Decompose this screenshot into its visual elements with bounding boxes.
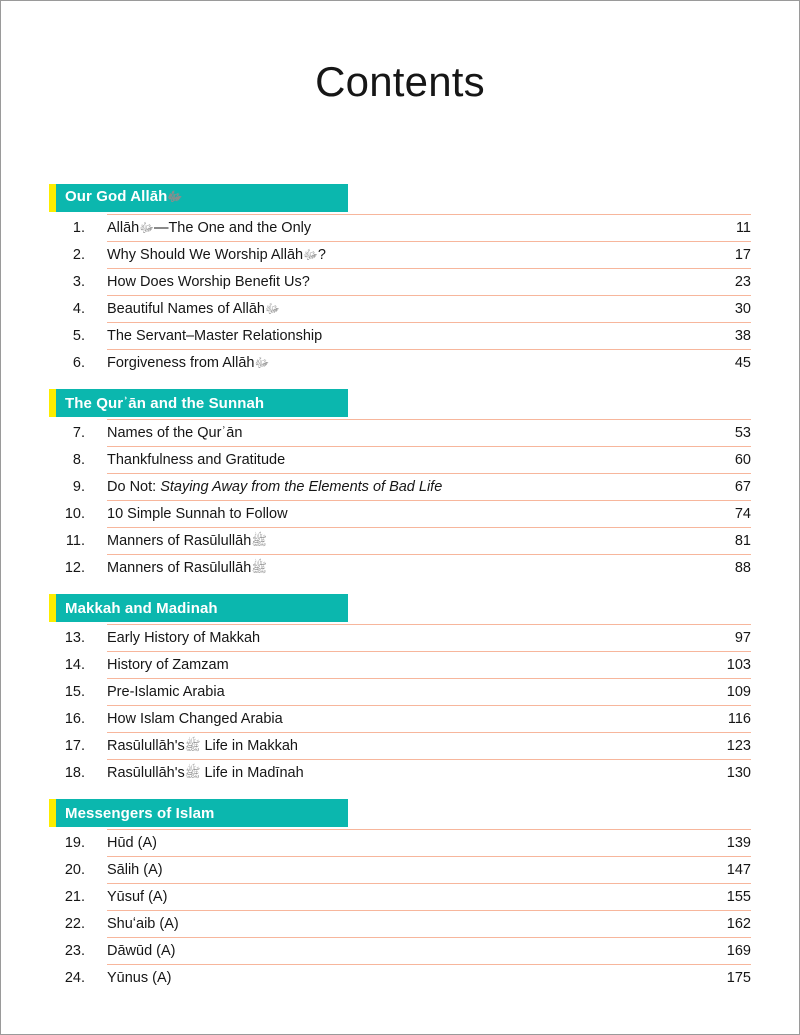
entry-title: Yūnus (A) <box>107 970 172 987</box>
entry-body <box>107 322 751 349</box>
entry-body <box>107 651 751 678</box>
toc-entry[interactable] <box>49 527 751 554</box>
entry-number: 2. <box>72 247 85 264</box>
honorific-glyph: ﷻ <box>167 189 183 205</box>
entry-page-number: 103 <box>726 657 751 674</box>
section-gap <box>49 376 751 389</box>
honorific-glyph: ﷻ <box>139 220 154 236</box>
entry-page-number: 147 <box>726 862 751 879</box>
entry-body <box>107 937 751 964</box>
entry-title: Names of the Qurʾān <box>107 425 243 442</box>
entry-page-number: 175 <box>726 970 751 987</box>
entry-number: 5. <box>72 328 85 345</box>
toc-entry[interactable] <box>49 473 751 500</box>
toc-entry[interactable] <box>49 214 751 241</box>
entry-page-number: 60 <box>734 452 751 469</box>
entry-body <box>107 295 751 322</box>
section-accent-bar <box>49 389 56 417</box>
entry-number: 8. <box>72 452 85 469</box>
section-title: The Qurʾān and the Sunnah <box>65 394 265 412</box>
entry-body <box>107 829 751 856</box>
section-band <box>56 799 348 827</box>
entry-page-number: 169 <box>726 943 751 960</box>
entry-page-number: 109 <box>726 684 751 701</box>
entry-title: How Islam Changed Arabia <box>107 711 283 728</box>
entry-body <box>107 527 751 554</box>
entry-title: Forgiveness from Allāhﷻ <box>107 355 270 372</box>
section-header <box>49 594 348 622</box>
entry-list <box>49 829 751 991</box>
entry-number: 21. <box>64 889 85 906</box>
entry-page-number: 74 <box>734 506 751 523</box>
entry-body <box>107 214 751 241</box>
entry-title: Dāwūd (A) <box>107 943 176 960</box>
toc-entry[interactable] <box>49 937 751 964</box>
entry-number: 23. <box>64 943 85 960</box>
entry-number: 20. <box>64 862 85 879</box>
toc-entry[interactable] <box>49 883 751 910</box>
entry-title: Pre-Islamic Arabia <box>107 684 225 701</box>
entry-page-number: 155 <box>726 889 751 906</box>
toc-entry[interactable] <box>49 268 751 295</box>
toc-entry[interactable] <box>49 829 751 856</box>
entry-title: How Does Worship Benefit Us? <box>107 274 310 291</box>
entry-number: 16. <box>64 711 85 728</box>
entry-number: 13. <box>64 630 85 647</box>
entry-body <box>107 419 751 446</box>
section-gap <box>49 581 751 594</box>
toc-entry[interactable] <box>49 759 751 786</box>
entry-number: 3. <box>72 274 85 291</box>
entry-title: History of Zamzam <box>107 657 229 674</box>
entry-page-number: 97 <box>734 630 751 647</box>
section-header <box>49 389 348 417</box>
entry-title: Manners of Rasūlullāhﷺ <box>107 560 267 577</box>
entry-body <box>107 349 751 376</box>
section-band <box>56 184 348 212</box>
toc-entry[interactable] <box>49 349 751 376</box>
entry-number: 14. <box>64 657 85 674</box>
table-of-contents <box>1 184 799 991</box>
entry-title: Beautiful Names of Allāhﷻ <box>107 301 280 318</box>
section-gap <box>49 786 751 799</box>
entry-number: 9. <box>72 479 85 496</box>
entry-body <box>107 732 751 759</box>
entry-number: 10. <box>64 506 85 523</box>
page-title: Contents <box>315 58 485 105</box>
entry-title: Do Not: Staying Away from the Elements of Bad Life <box>107 479 443 496</box>
entry-title: Why Should We Worship Allāhﷻ? <box>107 247 326 264</box>
honorific-glyph: ﷺ <box>251 560 267 576</box>
entry-title: Rasūlullāh'sﷺ Life in Makkah <box>107 738 298 755</box>
entry-page-number: 139 <box>726 835 751 852</box>
section-title: Our God Allāhﷻ <box>65 188 183 206</box>
entry-list <box>49 419 751 581</box>
toc-entry[interactable] <box>49 500 751 527</box>
entry-body <box>107 554 751 581</box>
entry-page-number: 116 <box>727 711 751 728</box>
entry-title: Shuʻaib (A) <box>107 916 179 933</box>
toc-entry[interactable] <box>49 295 751 322</box>
entry-number: 24. <box>64 970 85 987</box>
toc-entry[interactable] <box>49 910 751 937</box>
entry-page-number: 23 <box>734 274 751 291</box>
entry-page-number: 67 <box>734 479 751 496</box>
section-accent-bar <box>49 184 56 212</box>
entry-body <box>107 705 751 732</box>
section-header <box>49 799 348 827</box>
toc-entry[interactable] <box>49 554 751 581</box>
section-accent-bar <box>49 799 56 827</box>
entry-number: 15. <box>64 684 85 701</box>
section-band <box>56 389 348 417</box>
toc-entry[interactable] <box>49 705 751 732</box>
entry-title: Rasūlullāh'sﷺ Life in Madīnah <box>107 765 304 782</box>
entry-page-number: 17 <box>734 247 751 264</box>
entry-page-number: 30 <box>734 301 751 318</box>
toc-entry[interactable] <box>49 678 751 705</box>
entry-body <box>107 856 751 883</box>
toc-entry[interactable] <box>49 856 751 883</box>
entry-page-number: 162 <box>726 916 751 933</box>
toc-entry[interactable] <box>49 322 751 349</box>
toc-entry[interactable] <box>49 241 751 268</box>
entry-number: 6. <box>72 355 85 372</box>
entry-body <box>107 624 751 651</box>
entry-number: 12. <box>64 560 85 577</box>
section-header <box>49 184 348 212</box>
entry-list <box>49 214 751 376</box>
section-title: Makkah and Madinah <box>65 599 218 617</box>
entry-page-number: 53 <box>734 425 751 442</box>
entry-page-number: 81 <box>734 533 751 550</box>
entry-body <box>107 241 751 268</box>
entry-number: 4. <box>72 301 85 318</box>
entry-page-number: 123 <box>726 738 751 755</box>
section-title: Messengers of Islam <box>65 804 215 822</box>
entry-page-number: 38 <box>734 328 751 345</box>
section-accent-bar <box>49 594 56 622</box>
toc-section <box>49 594 751 786</box>
entry-page-number: 11 <box>735 220 751 237</box>
honorific-glyph: ﷺ <box>184 738 201 754</box>
entry-title: 10 Simple Sunnah to Follow <box>107 506 288 523</box>
entry-body <box>107 268 751 295</box>
entry-number: 1. <box>72 220 85 237</box>
entry-number: 18. <box>64 765 85 782</box>
toc-entry[interactable] <box>49 651 751 678</box>
entry-title: Sālih (A) <box>107 862 163 879</box>
entry-body <box>107 883 751 910</box>
entry-body <box>107 910 751 937</box>
toc-entry[interactable] <box>49 446 751 473</box>
toc-section <box>49 184 751 376</box>
entry-title: Hūd (A) <box>107 835 157 852</box>
entry-title: Allāhﷻ—The One and the Only <box>107 220 312 237</box>
toc-entry[interactable] <box>49 624 751 651</box>
toc-entry[interactable] <box>49 964 751 991</box>
entry-number: 11. <box>65 533 85 550</box>
honorific-glyph: ﷺ <box>184 765 201 781</box>
toc-entry[interactable] <box>49 732 751 759</box>
entry-title: Yūsuf (A) <box>107 889 168 906</box>
entry-title: The Servant–Master Relationship <box>107 328 323 345</box>
entry-page-number: 88 <box>734 560 751 577</box>
entry-body <box>107 759 751 786</box>
toc-section <box>49 799 751 991</box>
section-band <box>56 594 348 622</box>
toc-section <box>49 389 751 581</box>
honorific-glyph: ﷺ <box>251 533 267 549</box>
entry-title: Thankfulness and Gratitude <box>107 452 286 469</box>
entry-number: 19. <box>64 835 85 852</box>
honorific-glyph: ﷻ <box>254 355 270 371</box>
entry-number: 7. <box>72 425 85 442</box>
entry-number: 17. <box>64 738 85 755</box>
entry-title: Early History of Makkah <box>107 630 261 647</box>
honorific-glyph: ﷻ <box>264 301 280 317</box>
entry-list <box>49 624 751 786</box>
entry-body <box>107 500 751 527</box>
entry-body <box>107 964 751 991</box>
toc-entry[interactable] <box>49 419 751 446</box>
entry-body <box>107 473 751 500</box>
entry-number: 22. <box>64 916 85 933</box>
honorific-glyph: ﷻ <box>303 247 318 263</box>
entry-body <box>107 678 751 705</box>
entry-page-number: 130 <box>726 765 751 782</box>
entry-page-number: 45 <box>734 355 751 372</box>
entry-body <box>107 446 751 473</box>
entry-title: Manners of Rasūlullāhﷺ <box>107 533 267 550</box>
